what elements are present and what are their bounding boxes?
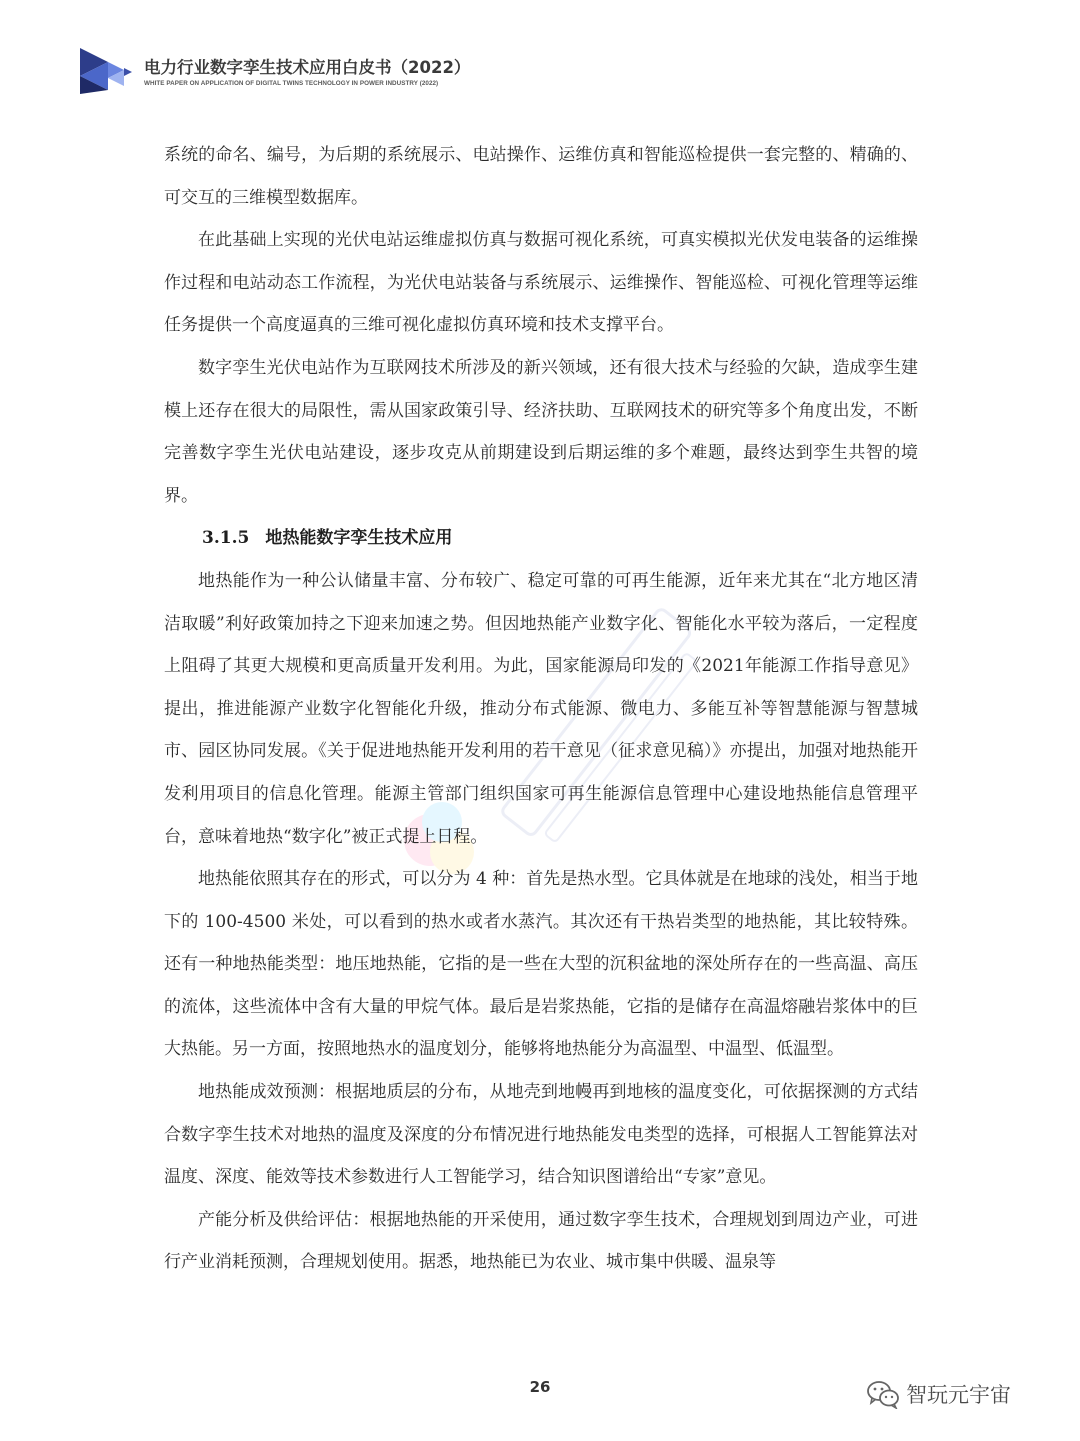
section-title: 地热能数字孪生技术应用 — [265, 528, 453, 549]
brand-badge — [866, 1376, 1011, 1412]
main-content — [164, 134, 918, 1284]
paragraph: 数字孪生光伏电站作为互联网技术所涉及的新兴领域，还有很大技术与经验的欠缺，造成孪生建模上还存在很大的局限性，需从国家政策引导、经济扶助、互联网技术的研究等多个角度出发，不断完善数字孪生光伏电站建设，逐步攻克从前期建设到后期运维的多个难题，最终达到孪生共智的境界。 — [164, 357, 918, 506]
paragraph: 地热能依照其存在的形式，可以分为 4 种：首先是热水型。它具体就是在地球的浅处，相当于地下的 100-4500 米处，可以看到的热水或者水蒸汽。其次还有干热岩类型的地热能，其比较特殊。还有一种地热能类型：地压地热能，它指的是一些在大型的沉积盆地的深处所存在的一些高温、高压的流体，这些流体中含有大量的甲烷气体。最后是岩浆热能，它指的是储存在高温熔融岩浆体中的巨大热能。另一方面，按照地热水的温度划分，能够将地热能分为高温型、中温型、低温型。 — [164, 869, 918, 1060]
page-number: 26 — [529, 1378, 551, 1396]
document-title: 电力行业数字孪生技术应用白皮书（2022） — [144, 58, 471, 77]
brand-name: 智玩元宇宙 — [906, 1383, 1011, 1407]
triangle-logo-icon — [78, 46, 134, 96]
document-subtitle: WHITE PAPER ON APPLICATION OF DIGITAL TWINS TECHNOLOGY IN POWER INDUSTRY (2022) — [144, 80, 439, 87]
paragraph: 地热能成效预测：根据地质层的分布，从地壳到地幔再到地核的温度变化，可依据探测的方式结合数字孪生技术对地热的温度及深度的分布情况进行地热能发电类型的选择，可根据人工智能算法对温度、深度、能效等技术参数进行人工智能学习，结合知识图谱给出“专家”意见。 — [164, 1082, 918, 1188]
section-number: 3.1.5 — [202, 528, 250, 549]
paragraph: 在此基础上实现的光伏电站运维虚拟仿真与数据可视化系统，可真实模拟光伏发电装备的运维操作过程和电站动态工作流程，为光伏电站装备与系统展示、运维操作、智能巡检、可视化管理等运维任务提供一个高度逼真的三维可视化虚拟仿真环境和技术支撑平台。 — [164, 230, 918, 336]
paragraph: 系统的命名、编号，为后期的系统展示、电站操作、运维仿真和智能巡检提供一套完整的、精确的、可交互的三维模型数据库。 — [164, 145, 918, 208]
page-header — [78, 44, 498, 100]
paragraph: 产能分析及供给评估：根据地热能的开采使用，通过数字孪生技术，合理规划到周边产业，可进行产业消耗预测，合理规划使用。据悉，地热能已为农业、城市集中供暖、温泉等 — [164, 1209, 918, 1273]
wechat-icon — [866, 1379, 900, 1409]
paragraph: 地热能作为一种公认储量丰富、分布较广、稳定可靠的可再生能源，近年来尤其在“北方地区清洁取暖”利好政策加持之下迎来加速之势。但因地热能产业数字化、智能化水平较为落后，一定程度上阻碍了其更大规模和更高质量开发利用。为此，国家能源局印发的《2021年能源工作指导意见》提出，推进能源产业数字化智能化升级，推动分布式能源、微电力、多能互补等智慧能源与智慧城市、园区协同发展。《关于促进地热能开发利用的若干意见（征求意见稿）》亦提出，加强对地热能开发利用项目的信息化管理。能源主管部门组织国家可再生能源信息管理中心建设地热能信息管理平台，意味着地热“数字化”被正式提上日程。 — [164, 570, 918, 847]
section-heading — [164, 517, 918, 560]
